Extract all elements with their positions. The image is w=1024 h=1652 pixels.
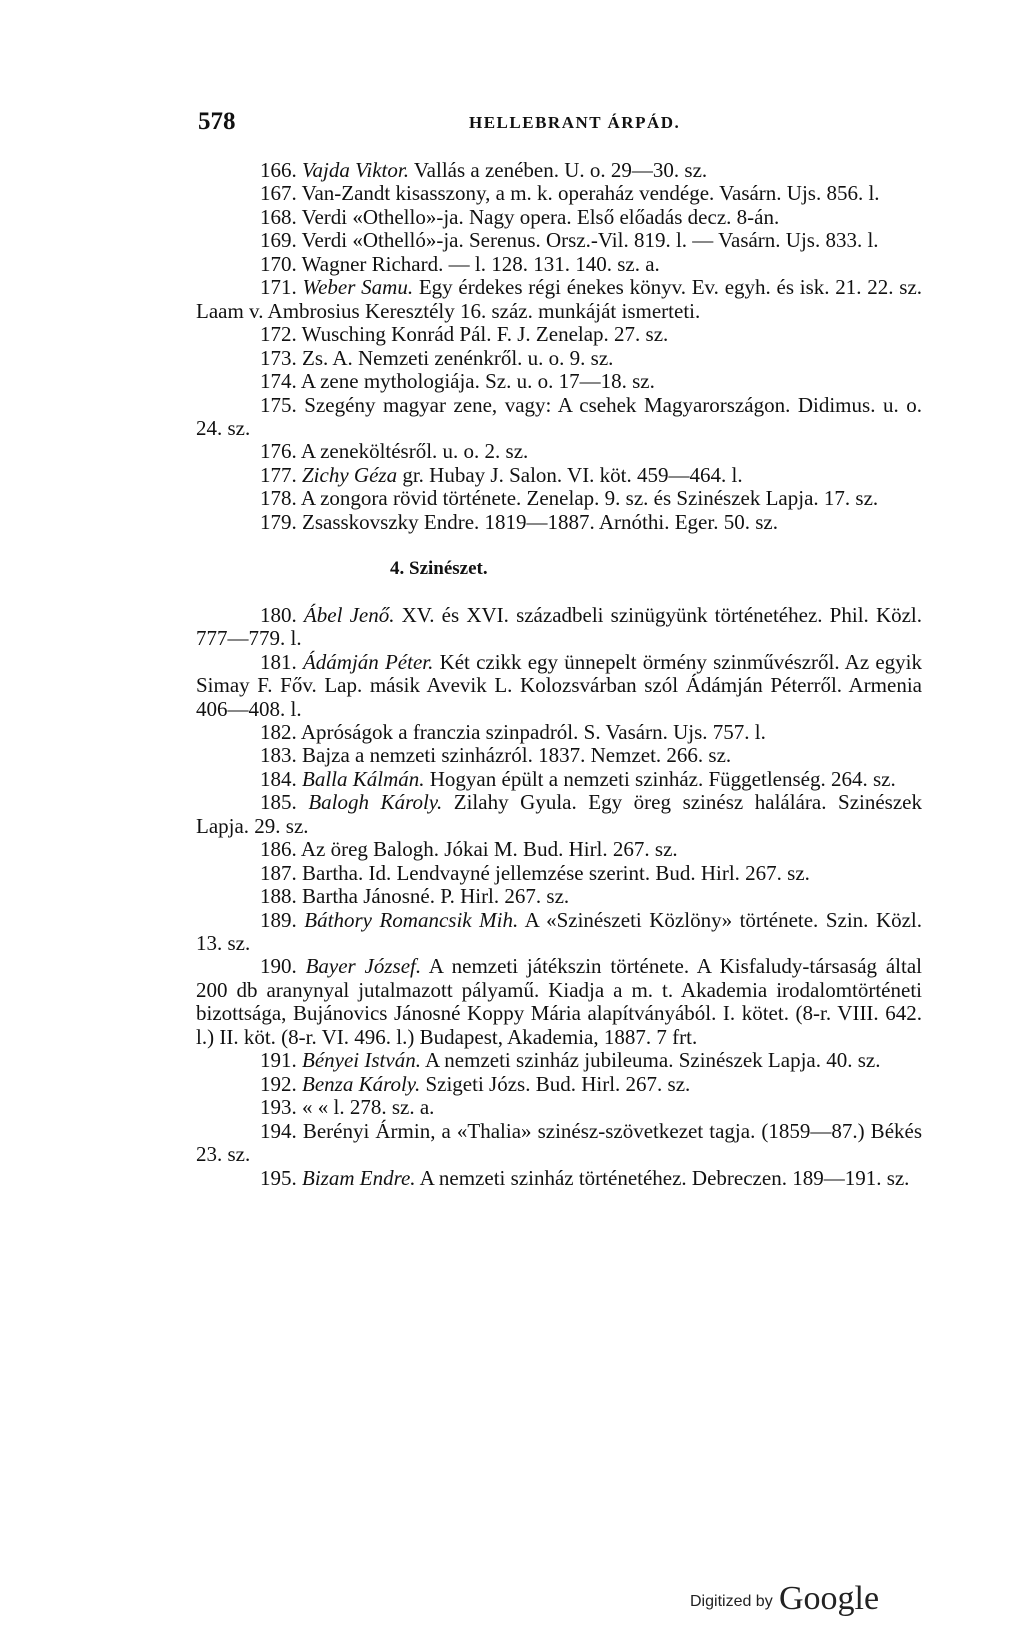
entry-text: Bartha. Id. Lendvayné jellemzése szerint. Bud. Hirl. 267. sz. [302,860,810,885]
bibliography-entry [196,1096,922,1119]
bibliography-entry [196,721,922,744]
entry-text: Wusching Konrád Pál. F. J. Zenelap. 27. sz. [301,322,669,347]
entry-number: 181. [260,649,303,674]
entry-number: 192. [260,1071,302,1096]
entries-theatre [196,604,922,1190]
digitized-by-google [690,1579,901,1617]
entry-text: Verdi «Othelló»-ja. Serenus. Orsz.-Vil. 819. l. — Vasárn. Ujs. 833. l. [301,228,879,253]
entry-text: Zs. A. Nemzeti zenénkről. u. o. 9. sz. [302,345,614,370]
entry-number: 166. [260,158,302,182]
entry-text: A zene mythologiája. Sz. u. o. 17—18. sz. [300,369,655,394]
entry-number: 172. [260,322,302,347]
entry-number: 186. [260,837,301,862]
entry-text: Verdi «Othello»-ja. Nagy opera. Első előadás decz. 8-án. [301,204,780,229]
bibliography-entry [196,347,922,370]
entry-author: Weber Samu. [302,275,414,300]
entry-text: Vallás a zenében. U. o. 29—30. sz. [408,158,708,182]
entry-number: 189. [260,907,305,932]
bibliography-entry [196,1073,922,1096]
bibliography-entry [196,955,922,1049]
entry-text: Apróságok a franczia szinpadról. S. Vasárn. Ujs. 757. l. [300,719,766,744]
entry-number: 175. [260,392,305,417]
entry-number: 173. [260,345,302,370]
entry-number: 169. [260,228,302,253]
entry-author: Ábel Jenő. [303,602,395,627]
bibliography-entry [196,487,922,510]
entry-text: Két czikk egy ünnepelt örmény szinművészről. Az egyik Simay F. Főv. Lap. másik Avevik L. Kolozsvárban szól Ádámján Péterről. Armenia 406—408. l. [196,649,923,721]
entry-number: 190. [260,954,306,979]
google-logo [779,1579,901,1617]
entry-text: XV. és XVI. századbeli szinügyünk történetéhez. Phil. Közl. 777—779. l. [196,602,923,651]
bibliography-entry [196,909,922,956]
bibliography-entry [196,253,922,276]
section-title: 4. Szinészet. [390,558,488,580]
entry-author: Báthory Romancsik Mih. [304,907,519,932]
bibliography-entry [196,744,922,767]
page-number: 578 [198,108,236,135]
entry-text: Berényi Ármin, a «Thalia» szinész-szövetkezet tagja. (1859—87.) Békés 23. sz. [196,1118,923,1167]
entry-number: 194. [260,1118,303,1143]
google-wordmark-text: Google [778,1580,879,1617]
bibliography-entry [196,394,922,441]
entry-author: Bayer József. [305,954,422,979]
entry-number: 179. [260,509,302,534]
entry-text: A «Szinészeti Közlöny» története. Szin. Közl. 13. sz. [196,907,923,956]
digitized-label: Digitized by [690,1593,773,1610]
entry-text: A nemzeti szinház jubileuma. Szinészek Lapja. 40. sz. [420,1048,881,1073]
entry-text: gr. Hubay J. Salon. VI. köt. 459—464. l. [397,462,743,487]
entry-number: 177. [260,462,302,487]
running-head: HELLEBRANT ÁRPÁD. [469,113,681,132]
entry-number: 191. [260,1048,302,1073]
entry-author: Balla Kálmán. [302,766,425,791]
bibliography-entry [196,511,922,534]
entry-author: Bényei István. [302,1048,421,1073]
entry-number: 188. [260,884,302,909]
bibliography-entry [196,464,922,487]
bibliography-entry [196,159,922,182]
entry-text: Szegény magyar zene, vagy: A csehek Magyarországon. Didimus. u. o. 24. sz. [196,392,923,440]
entry-number: 184. [260,766,302,791]
page-header [198,108,918,142]
entry-text: A zongora rövid története. Zenelap. 9. sz. és Szinészek Lapja. 17. sz. [300,486,879,511]
entry-text: « « l. 278. sz. a. [302,1095,435,1120]
entry-number: 171. [260,275,303,300]
entry-text: Zsasskovszky Endre. 1819—1887. Arnóthi. Eger. 50. sz. [302,509,778,534]
google-wordmark-icon [779,1579,901,1617]
bibliography-entry [196,206,922,229]
entry-author: Benza Károly. [302,1071,421,1096]
bibliography-entry [196,862,922,885]
entry-text: Bartha Jánosné. P. Hirl. 267. sz. [302,884,570,909]
entry-author: Ádámján Péter. [302,649,434,674]
bibliography-entry [196,651,922,721]
entry-text: Wagner Richard. — l. 128. 131. 140. sz. a. [301,251,660,276]
entry-number: 176. [260,439,301,464]
entry-author: Zichy Géza [302,462,398,487]
entry-number: 195. [260,1165,302,1190]
bibliography-entry [196,276,922,323]
entry-text: Zilahy Gyula. Egy öreg szinész halálára. Szinészek Lapja. 29. sz. [196,790,923,838]
entry-text: Hogyan épült a nemzeti szinház. Függetlenség. 264. sz. [424,766,896,791]
bibliography-entry [196,440,922,463]
bibliography-entry [196,838,922,861]
entry-author: Vajda Viktor. [302,158,409,182]
bibliography-body [196,159,922,1190]
entry-number: 167. [260,181,302,206]
entry-author: Balogh Károly. [308,790,443,815]
entries-music [196,159,922,534]
entry-text: Van-Zandt kisasszony, a m. k. operaház vendége. Vasárn. Ujs. 856. l. [301,181,880,206]
bibliography-entry [196,885,922,908]
bibliography-entry [196,1167,922,1190]
bibliography-entry [196,370,922,393]
bibliography-entry [196,604,922,651]
entry-text: A nemzeti játékszin története. A Kisfaludy-társaság által 200 db aranynyal jutalmazott pályamű. Kiadja a m. t. Akademia irodalomtörténeti bizottsága, Bujánovics Jánosné Koppy Mária alapítványából. I. kötet. (8-r. VIII. 642. l.) II. köt. (8-r. VI. 496. l.) Budapest, Akademia, 1887. 7 frt. [196,954,923,1049]
entry-number: 193. [260,1095,302,1120]
entry-number: 168. [260,204,302,229]
bibliography-entry [196,1120,922,1167]
bibliography-entry [196,323,922,346]
bibliography-entry [196,229,922,252]
bibliography-entry [196,182,922,205]
entry-text: A zeneköltésről. u. o. 2. sz. [300,439,529,464]
entry-number: 180. [260,602,304,627]
entry-author: Bizam Endre. [302,1165,416,1190]
entry-text: Az öreg Balogh. Jókai M. Bud. Hirl. 267. sz. [300,837,678,862]
entry-number: 183. [260,743,302,768]
bibliography-entry [196,791,922,838]
entry-number: 170. [260,251,302,276]
entry-number: 182. [260,719,301,744]
bibliography-entry [196,1049,922,1072]
entry-number: 178. [260,486,301,511]
entry-number: 187. [260,860,302,885]
entry-number: 185. [260,790,309,815]
entry-text: Egy érdekes régi énekes könyv. Ev. egyh. és isk. 21. 22. sz. Laam v. Ambrosius Keresztély 16. száz. munkáját ismerteti. [196,275,923,323]
entry-number: 174. [260,369,301,394]
entry-text: Bajza a nemzeti szinházról. 1837. Nemzet. 266. sz. [302,743,732,768]
bibliography-entry [196,768,922,791]
entry-text: Szigeti Józs. Bud. Hirl. 267. sz. [420,1071,691,1096]
entry-text: A nemzeti szinház történetéhez. Debreczen. 189—191. sz. [415,1165,910,1190]
